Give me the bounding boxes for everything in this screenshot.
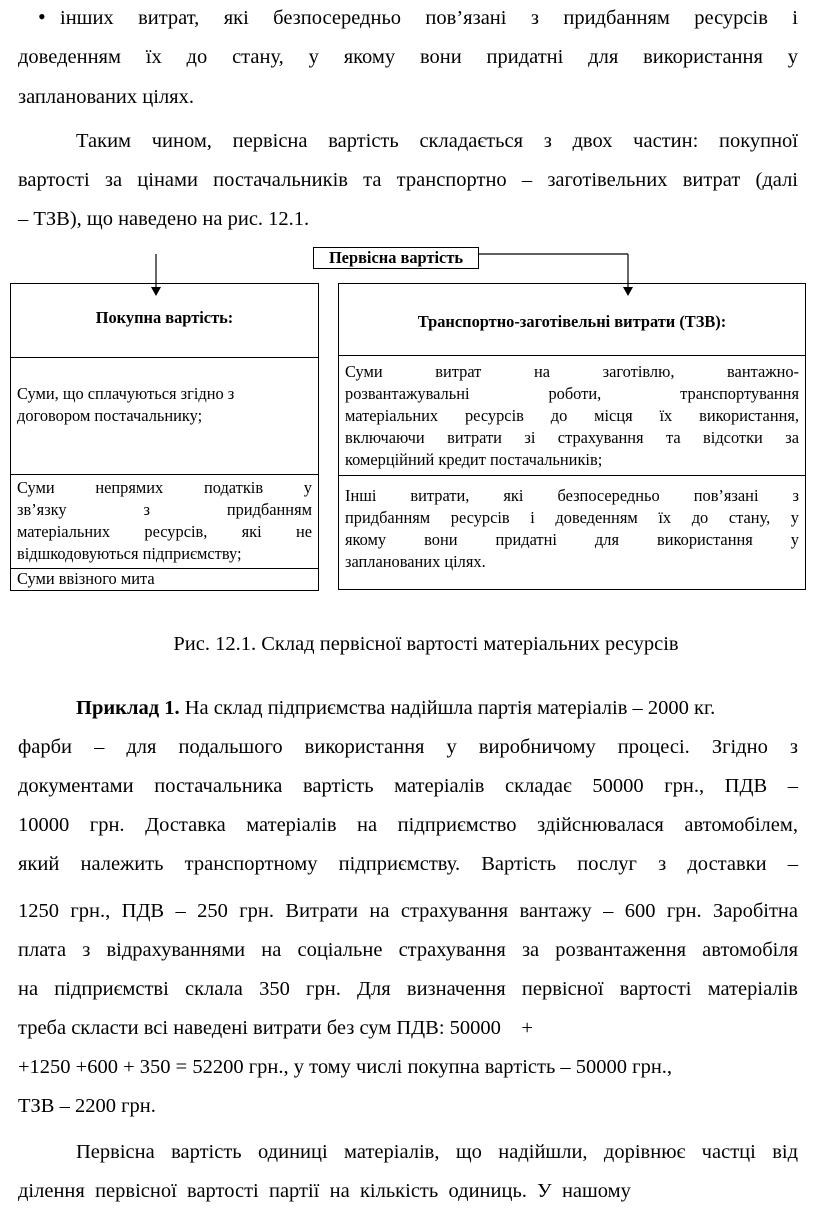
right-cell-1: Суми витрат на заготівлю, вантажно- розвантажувальні роботи, транспортування матеріальних ресурсів до місця їх використання, включаючи витрати зі страхування та відсотки за комерційний кредит постачальників; <box>345 362 799 469</box>
example-line-10: +1250 +600 + 350 = 52200 грн., у тому числі покупна вартість – 50000 грн., <box>18 1056 673 1078</box>
example-line-8: на підприємстві склала 350 грн. Для визначення первісної вартості матеріалів <box>18 978 798 1000</box>
example-first-line: На склад підприємства надійшла партія матеріалів – 2000 кг. <box>179 697 716 719</box>
example-line-7: плата з відрахуваннями на соціальне страхування за розвантаження автомобіля <box>18 939 798 961</box>
para-line-1: Таким чином, первісна вартість складається з двох частин: покупної <box>76 130 798 152</box>
top-label: Первісна вартість <box>328 248 464 267</box>
right-divider-2 <box>338 475 806 476</box>
para-line-3: – ТЗВ), що наведено на рис. 12.1. <box>18 208 310 230</box>
final-line-2: ділення первісної вартості партії на кількість одиниць. У нашому <box>18 1180 631 1202</box>
final-line-1: Первісна вартість одиниці матеріалів, що надійшли, дорівнює частці від <box>76 1141 798 1163</box>
example-line-3: документами постачальника вартість матеріалів складає 50000 грн., ПДВ – <box>18 775 798 797</box>
example-line-11: ТЗВ – 2200 грн. <box>18 1095 156 1117</box>
para-line-2: вартості за цінами постачальників та транспортно – заготівельних витрат (далі <box>18 169 798 191</box>
example-line-4: 10000 грн. Доставка матеріалів на підприємство здійснювалася автомобілем, <box>18 814 798 836</box>
figure-caption: Рис. 12.1. Склад первісної вартості матеріальних ресурсів <box>173 633 679 655</box>
left-cell-1: Суми, що сплачуються згідно з договором постачальнику; <box>17 384 235 425</box>
example-line-6: 1250 грн., ПДВ – 250 грн. Витрати на страхування вантажу – 600 грн. Заробітна <box>18 900 798 922</box>
bullet-line-1: інших витрат, які безпосередньо пов’язані з придбанням ресурсів і <box>60 7 798 29</box>
left-divider-2 <box>10 474 319 475</box>
left-divider-1 <box>10 357 319 358</box>
left-cell-2: Суми непрямих податків у зв’язку з придбанням матеріальних ресурсів, які не відшкодовуються підприємству; <box>17 478 312 563</box>
example-line-5: який належить транспортному підприємству. Вартість послуг з доставки – <box>18 853 798 875</box>
example-line-2: фарби – для подальшого використання у виробничому процесі. Згідно з <box>18 736 798 758</box>
example-label: Приклад 1. <box>76 697 180 719</box>
right-cell-2: Інші витрати, які безпосередньо пов’язані з придбанням ресурсів і доведенням їх до стану, у якому вони придатні для використання у запланованих цілях. <box>345 486 799 571</box>
left-header: Покупна вартість: <box>95 308 234 327</box>
bullet-dot: • <box>38 4 46 29</box>
right-header: Транспортно-заготівельні витрати (ТЗВ): <box>417 312 727 331</box>
right-divider-1 <box>338 355 806 356</box>
bullet-line-2: доведенням їх до стану, у якому вони придатні для використання у <box>18 46 798 68</box>
bullet-line-3: запланованих цілях. <box>18 86 194 108</box>
example-line-9: треба скласти всі наведені витрати без сум ПДВ: 50000 + <box>18 1017 533 1039</box>
example-line-1 <box>76 695 798 721</box>
left-cell-3: Суми ввізного мита <box>17 569 155 588</box>
